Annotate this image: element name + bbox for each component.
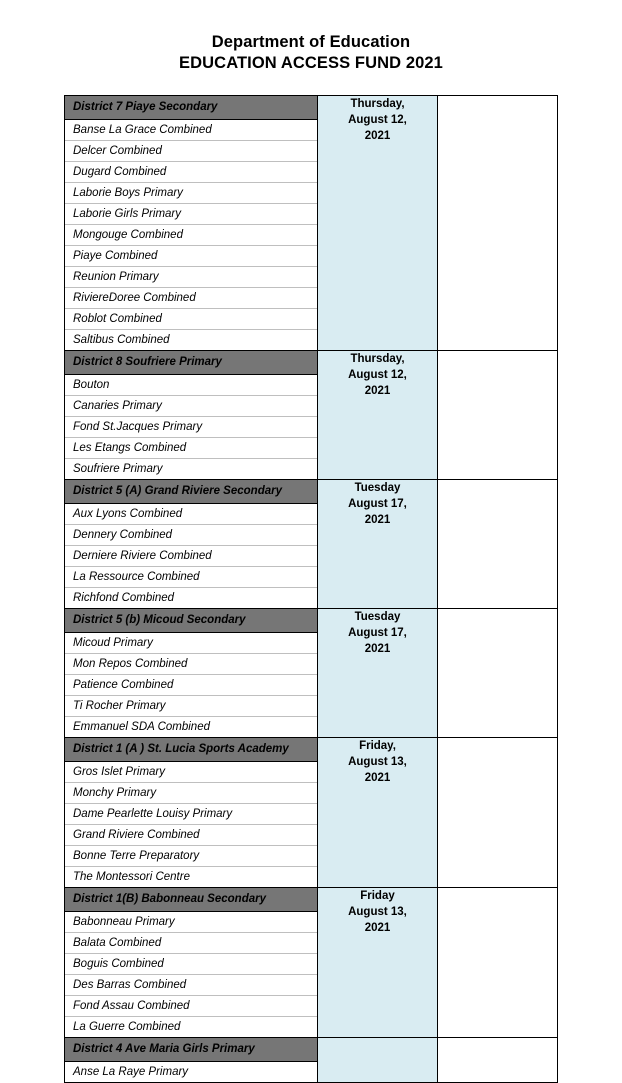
school-row: Dennery Combined [65, 525, 317, 546]
district-group-cell [65, 888, 318, 1038]
district-header: District 1(B) Babonneau Secondary [65, 888, 317, 912]
school-row: Bonne Terre Preparatory [65, 846, 317, 867]
notes-cell [438, 96, 558, 351]
school-row: Laborie Boys Primary [65, 183, 317, 204]
notes-cell [438, 351, 558, 480]
schedule-table [64, 95, 558, 1083]
school-row: Reunion Primary [65, 267, 317, 288]
school-row: Des Barras Combined [65, 975, 317, 996]
school-row: RiviereDoree Combined [65, 288, 317, 309]
date-cell: Thursday, August 12, 2021 [318, 96, 438, 351]
school-row: Grand Riviere Combined [65, 825, 317, 846]
school-row: Monchy Primary [65, 783, 317, 804]
school-row: Aux Lyons Combined [65, 504, 317, 525]
table-row [65, 738, 558, 888]
school-row: Laborie Girls Primary [65, 204, 317, 225]
school-row: Mongouge Combined [65, 225, 317, 246]
notes-cell [438, 480, 558, 609]
school-row: The Montessori Centre [65, 867, 317, 887]
table-row [65, 1038, 558, 1083]
district-group-cell [65, 738, 318, 888]
school-row: Dugard Combined [65, 162, 317, 183]
school-row: Bouton [65, 375, 317, 396]
table-row [65, 96, 558, 351]
title-line-1: Department of Education [211, 33, 411, 51]
school-row: Dame Pearlette Louisy Primary [65, 804, 317, 825]
district-header: District 8 Soufriere Primary [65, 351, 317, 375]
page-title [0, 0, 622, 74]
district-group-cell [65, 96, 318, 351]
school-row: Les Etangs Combined [65, 438, 317, 459]
notes-cell [438, 1038, 558, 1083]
school-row: La Guerre Combined [65, 1017, 317, 1037]
district-group-cell [65, 609, 318, 738]
district-header: District 1 (A ) St. Lucia Sports Academy [65, 738, 317, 762]
table-row [65, 888, 558, 1038]
school-row: Patience Combined [65, 675, 317, 696]
date-cell: Tuesday August 17, 2021 [318, 480, 438, 609]
table-row [65, 609, 558, 738]
school-row: Canaries Primary [65, 396, 317, 417]
school-row: Fond St.Jacques Primary [65, 417, 317, 438]
district-header: District 4 Ave Maria Girls Primary [65, 1038, 317, 1062]
school-row: Balata Combined [65, 933, 317, 954]
school-row: Gros Islet Primary [65, 762, 317, 783]
school-row: Delcer Combined [65, 141, 317, 162]
school-row: Mon Repos Combined [65, 654, 317, 675]
school-row: Micoud Primary [65, 633, 317, 654]
school-row: Anse La Raye Primary [65, 1062, 317, 1082]
notes-cell [438, 888, 558, 1038]
district-header: District 5 (A) Grand Riviere Secondary [65, 480, 317, 504]
district-header: District 5 (b) Micoud Secondary [65, 609, 317, 633]
school-row: Banse La Grace Combined [65, 120, 317, 141]
district-group-cell [65, 480, 318, 609]
district-group-cell [65, 351, 318, 480]
date-cell [318, 1038, 438, 1083]
schedule-table-body [65, 96, 558, 1083]
school-row: Roblot Combined [65, 309, 317, 330]
school-row: La Ressource Combined [65, 567, 317, 588]
school-row: Boguis Combined [65, 954, 317, 975]
title-line-2: EDUCATION ACCESS FUND 2021 [179, 54, 443, 72]
school-row: Saltibus Combined [65, 330, 317, 350]
notes-cell [438, 738, 558, 888]
school-row: Derniere Riviere Combined [65, 546, 317, 567]
date-cell: Tuesday August 17, 2021 [318, 609, 438, 738]
school-row: Fond Assau Combined [65, 996, 317, 1017]
date-cell: Thursday, August 12, 2021 [318, 351, 438, 480]
school-row: Ti Rocher Primary [65, 696, 317, 717]
table-row [65, 351, 558, 480]
school-row: Babonneau Primary [65, 912, 317, 933]
table-row [65, 480, 558, 609]
notes-cell [438, 609, 558, 738]
school-row: Emmanuel SDA Combined [65, 717, 317, 737]
school-row: Soufriere Primary [65, 459, 317, 479]
district-group-cell [65, 1038, 318, 1083]
date-cell: Friday August 13, 2021 [318, 888, 438, 1038]
school-row: Richfond Combined [65, 588, 317, 608]
school-row: Piaye Combined [65, 246, 317, 267]
date-cell: Friday, August 13, 2021 [318, 738, 438, 888]
district-header: District 7 Piaye Secondary [65, 96, 317, 120]
